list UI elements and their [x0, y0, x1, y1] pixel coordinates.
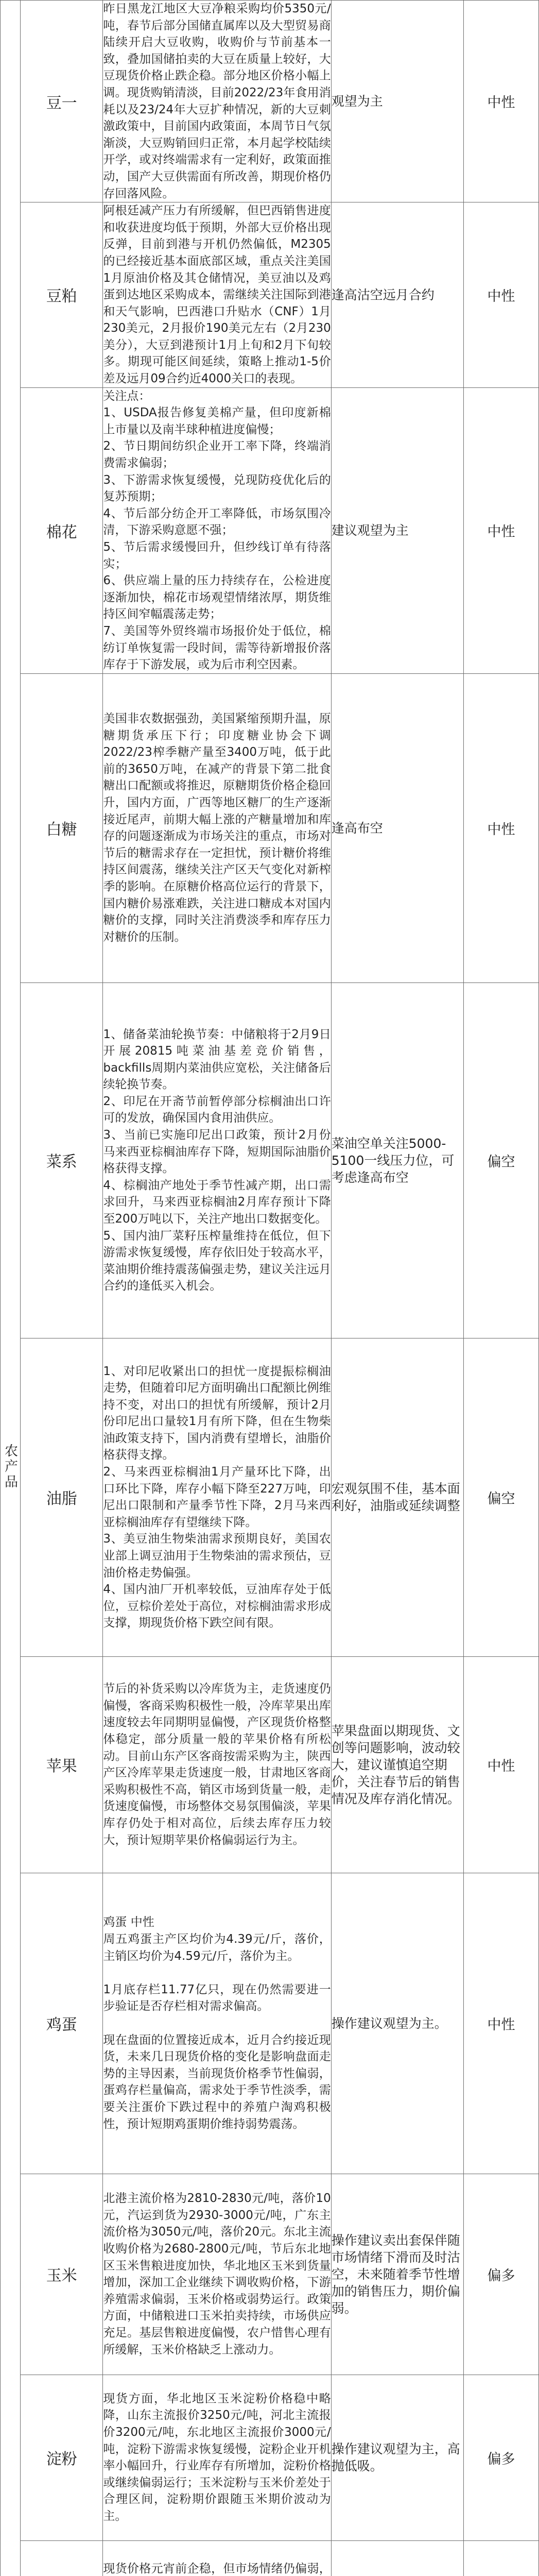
commodity-name: 菜系 — [20, 982, 102, 1338]
market-view: 偏多 — [464, 2375, 539, 2540]
commodity-analysis — [103, 2375, 331, 2540]
commodity-name: 豆一 — [20, 1, 102, 202]
table-row — [1, 1656, 539, 1873]
commodity-name: 白糖 — [20, 673, 102, 982]
strategy-text: 逢高布空 — [331, 673, 463, 982]
group-label: 农产品 — [2, 1444, 18, 1490]
analysis-text: 节后的补货采购以冷库货为主，走货速度仍偏慢，客商采购积极性一般，冷库苹果出库速度较去年同期明显偏慢，产区现货价格整体稳定，部分质量一般的苹果价格有所松动。目前山东产区客商按需采购为主，陕西产区冷库苹果走货速度一般，甘肃地区客商采购积极性不高，销区市场到货量一般，走货速度偏慢，市场整体交易氛围偏淡，苹果库存仍处于相对高位，后续去库存压力较大，预计短期苹果价格偏弱运行为主。 — [103, 1682, 331, 1847]
table-row — [1, 673, 539, 982]
market-view: 偏空 — [464, 982, 539, 1338]
commodity-name: 苹果 — [20, 1656, 102, 1873]
market-view: 中性 — [464, 1873, 539, 2174]
strategy-text: 逢高沽空远月合约 — [331, 202, 463, 388]
analysis-text: 关注点： 1、USDA报告修复美棉产量，但印度新棉上市量以及南半球种植进度偏慢； 2、节日期间纺织企业开工率下降，终端消费需求偏弱； 3、下游需求恢复缓慢，兑现防疫优化后的复苏预期； 4、节后部分纺企开工率降低，市场氛围冷清，下游采购意愿不强； 5、节后需求缓慢回升，但纱线订单有待落实； 6、供应端上量的压力持续存在，公检进度逐渐加快，棉花市场观望情绪浓厚，期货维持区间窄幅震荡走势； 7、美国等外贸终端市场报价处于低位，棉纺订单恢复需一段时间，需等待新增报价落库存于下游发展，或为后市利空因素。 — [103, 389, 331, 672]
analysis-text: 现货方面，华北地区玉米淀粉价格稳中略降，山东主流报价3250元/吨，河北主流报价3200元/吨，东北地区主流报价3000元/吨，淀粉下游需求恢复缓慢，淀粉企业开机率小幅回升，行业库存有所增加，淀粉价格或继续偏弱运行；玉米淀粉与玉米价差处于合理区间，淀粉期价跟随玉米期价波动为主。 — [103, 2392, 331, 2523]
strategy-text: 操作建议观望为主。 — [331, 1873, 463, 2174]
analysis-text: 现货价格元宵前企稳，但市场情绪仍偏弱， — [103, 2562, 331, 2575]
table-row — [1, 202, 539, 388]
commodity-name: 玉米 — [20, 2174, 102, 2375]
strategy-text: 操作建议卖出套保伴随市场情绪下滑而及时沽空，未来随着季节性增加的销售压力，期价偏弱。 — [331, 2174, 463, 2375]
strategy-text: 宏观氛围不佳，基本面利好，油脂或延续调整 — [331, 1338, 463, 1656]
market-view: 中性 — [464, 202, 539, 388]
commodity-analysis — [103, 982, 331, 1338]
market-view: 中性 — [464, 387, 539, 673]
strategy-text: 操作建议观望为主，高抛低吸。 — [331, 2375, 463, 2540]
commodity-analysis — [103, 202, 331, 388]
commodity-analysis — [103, 387, 331, 673]
commodity-name: 豆粕 — [20, 202, 102, 388]
analysis-text: 阿根廷减产压力有所缓解，但巴西销售进度和收获进度均低于预期，外部大豆价格出现反弹，目前到港与开机仍然偏低，M2305的已经接近基本面底部区域，重点关注美国1月原油价格及其仓储情况，美豆油以及鸡蛋到达地区采购成本，需继续关注国际到港和天气影响，巴西港口升贴水（CNF）1月230美元，2月报价190美元左右（2月230美分），大豆到港预计1月上旬和2月下旬较多。期现可能区间延续，策略上推动1-5价差及远月09合约近4000关口的表现。 — [103, 204, 331, 386]
commodity-analysis — [103, 2174, 331, 2375]
table-row — [1, 982, 539, 1338]
commodity-analysis — [103, 1, 331, 202]
table-row — [1, 1338, 539, 1656]
commodity-analysis — [103, 1873, 331, 2174]
commodity-name: 棉花 — [20, 387, 102, 673]
strategy-text: 观望为主 — [331, 1, 463, 202]
analysis-text: 鸡蛋 中性 周五鸡蛋主产区均价为4.39元/斤，落价，主销区均价为4.59元/斤，落价为主。 1月底存栏11.77亿只，现在仍然需要进一步验证是否存栏相对需求偏高。 现在盘面的位置接近成本，近月合约接近现货，未来几日现货价格的变化是影响盘面走势的主导因素，当前现货价格季节性偏弱，蛋鸡存栏量偏高，需求处于季节性淡季，需要关注蛋价下跌过程中的养殖户淘鸡积极性，预计短期鸡蛋期价维持弱势震荡。 — [103, 1916, 331, 2131]
strategy-text: 苹果盘面以期现货、文创等问题影响，波动较大，建议谨慎追空期价，关注春节后的销售情况及库存消化情况。 — [331, 1656, 463, 1873]
commodity-name: 淀粉 — [20, 2375, 102, 2540]
analysis-text: 1、储备菜油轮换节奏：中储粮将于2月9日开展20815吨菜油基差竞价销售，backfills周期内菜油供应宽松，关注储备后续轮换节奏。 2、印尼在开斋节前暂停部分棕榈油出口许可的发放，确保国内食用油供应。 3、当前已实施印尼出口政策，预计2月份马来西亚棕榈油库存下降，短期国际油脂价格获得支撑。 4、棕榈油产地处于季节性减产期，出口需求回升，马来西亚棕榈油2月库存预计下降至200万吨以下，关注产地出口数据变化。 5、国内油厂菜籽压榨量维持在低位，但下游需求恢复缓慢，库存依旧处于较高水平，菜油期价维持震荡偏强走势，建议关注远月合约的逢低买入机会。 — [103, 1027, 331, 1293]
commodity-name — [20, 2540, 102, 2576]
strategy-text: 菜油空单关注5000-5100一线压力位，可考虑逢高布空 — [331, 982, 463, 1338]
table-row — [1, 1873, 539, 2174]
strategy-text: 建议观望为主 — [331, 387, 463, 673]
table-row — [1, 387, 539, 673]
commodity-analysis — [103, 673, 331, 982]
table-row — [1, 2540, 539, 2576]
market-view — [464, 2540, 539, 2576]
group-label-cell — [1, 1, 21, 2576]
commodity-name: 油脂 — [20, 1338, 102, 1656]
analysis-text: 北港主流价格为2810-2830元/吨，落价10元，汽运到货为2930-3000元/吨，广东主流价格为3050元/吨，落价20元。东北主流收购价格为2680-2800元/吨，节后东北地区玉米售粮进度加快，华北地区玉米到货量增加，深加工企业继续下调收购价格，下游养殖需求偏弱，玉米价格或弱势运行。政策方面，中储粮进口玉米拍卖持续，市场供应充足。基层售粮进度偏慢，农户惜售心理有所缓解，玉米价格缺乏上涨动力。 — [103, 2192, 331, 2357]
market-view: 偏多 — [464, 2174, 539, 2375]
analysis-text: 美国非农数据强劲，美国紧缩预期升温，原糖期货承压下行；印度糖业协会下调2022/23榨季糖产量至3400万吨，低于此前的3650万吨，在减产的背景下第二批食糖出口配额或将推迟，原糖期货价格企稳回升，国内方面，广西等地区糖厂的生产逐渐接近尾声，前期大幅上涨的产糖量增加和库存的问题逐渐成为市场关注的重点，市场对节后的糖需求存在一定担忧，预计糖价将维持区间震荡，继续关注产区天气变化对新榨季的影响。在原糖价格高位运行的背景下，国内糖价易涨难跌，关注进口糖成本对国内糖价的支撑，同时关注消费淡季和库存压力对糖价的压制。 — [103, 712, 331, 944]
market-view: 中性 — [464, 673, 539, 982]
commodity-name: 鸡蛋 — [20, 1873, 102, 2174]
commodity-analysis — [103, 2540, 331, 2576]
analysis-text: 1、对印尼收紧出口的担忧一度提振棕榈油走势，但随着印尼方面明确出口配额比例维持不变，对出口的担忧有所缓解，预计2月份印尼出口量较1月有所下降，但在生物柴油政策支持下，国内消费有望增长，油脂价格获得支撑。 2、马来西亚棕榈油1月产量环比下降，出口环比下降，库存小幅下降至227万吨，印尼出口限制和产量季节性下降，2月马来西亚棕榈油库存有望继续下降。 3、美豆油生物柴油需求预期良好，美国农业部上调豆油用于生物柴油的需求预估，豆油价格走势偏强。 4、国内油厂开机率较低，豆油库存处于低位，豆棕价差处于高位，对棕榈油需求形成支撑，期现货价格下跌空间有限。 — [103, 1364, 331, 1630]
market-view: 偏空 — [464, 1338, 539, 1656]
market-view: 中性 — [464, 1656, 539, 1873]
market-view: 中性 — [464, 1, 539, 202]
table-row — [1, 2174, 539, 2375]
analysis-text: 昨日黑龙江地区大豆净粮采购均价5350元/吨，春节后部分国储直属库以及大型贸易商陆续开启大豆收购，收购价与节前基本一致，叠加国储拍卖的大豆在质量上较好，大豆现货价格止跌企稳。部分地区价格小幅上调。现货购销清淡，目前2022/23年食用消耗以及23/24年大豆扩种情况，新的大豆刺激政策中，目前国内政策面，本周节日气氛渐淡，大豆购销回归正常，本月起学校陆续开学，或对终端需求有一定利好，政策面推动，国产大豆供需面有所改善，期现价格仍存回落风险。 — [103, 2, 331, 200]
table-row — [1, 2375, 539, 2540]
table-row — [1, 1, 539, 202]
commodity-analysis — [103, 1338, 331, 1656]
commodity-analysis — [103, 1656, 331, 1873]
strategy-text — [331, 2540, 463, 2576]
